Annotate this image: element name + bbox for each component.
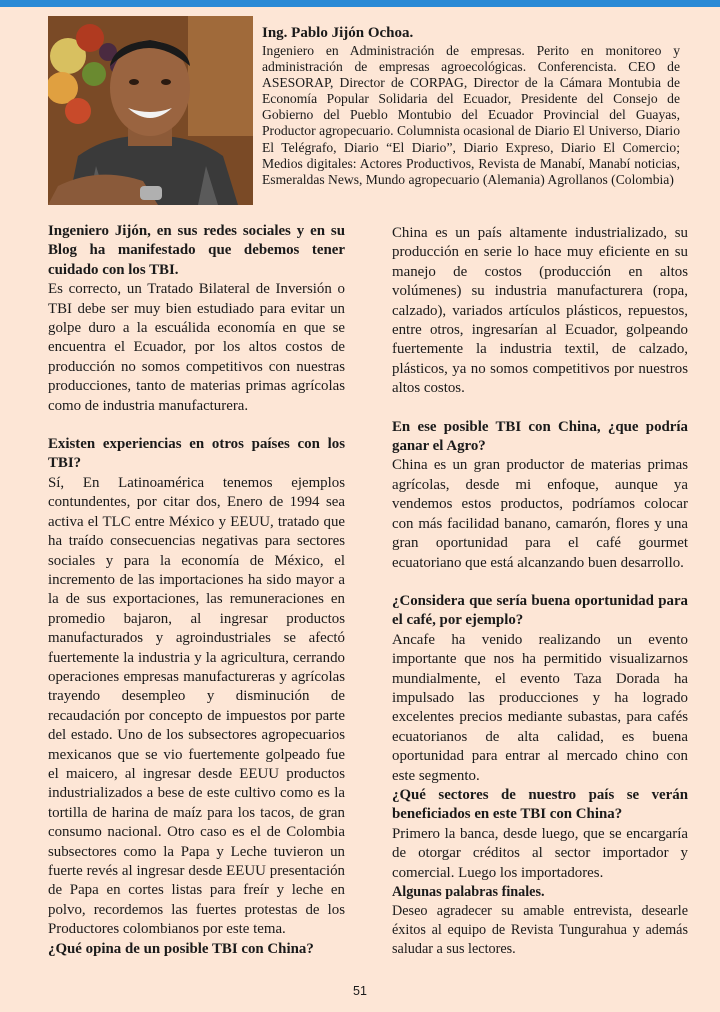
answer-1: Es correcto, un Tratado Bilateral de Inversión o TBI debe ser muy bien estudiado para evitar un golpe duro a la escuálida economía en que se encuentra el Ecuador, por los altos costos de producción no somos competitivos con nuestras producciones, tanto de materias primas agrícolas como de industria manufacturera. xyxy=(48,281,345,414)
answer-3: China es un país altamente industrializado, su producción en serie lo hace muy eficiente en su manejo de costos (producción en altos volúmenes) su industria manufacturera (ropa, calzado), variados artículos plásticos, repuestos, entre otros, ingresarían al Ecuador, golpeando fuertemente la industria textil, de calzado, plásticos, ya no somos competitivos por nuestros altos costos. xyxy=(392,225,688,397)
question-6: ¿Qué sectores de nuestro país se verán beneficiados en este TBI con China? xyxy=(392,786,688,823)
answer-7: Deseo agradecer su amable entrevista, desearle éxitos al equipo de Revista Tungurahua y además saludar a sus lectores. xyxy=(392,903,688,957)
answer-6: Primero la banca, desde luego, que se encargaría de otorgar créditos al sector importador y comercial. Luego los importadores. xyxy=(392,825,688,881)
question-3: ¿Qué opina de un posible TBI con China? xyxy=(48,940,314,957)
answer-5: Ancafe ha venido realizando un evento importante que nos ha permitido visualizarnos mundialmente, el evento Taza Dorada ha impulsado las producciones y ha logrado excelentes precios mediante subastas, para cafés ecuatorianos de alta calidad, es buena oportunidad para entrar al mercado chino con este segmento. xyxy=(392,631,688,784)
left-column xyxy=(48,222,345,959)
question-2: Existen experiencias en otros países con los TBI? xyxy=(48,436,345,472)
author-bio-text: Ingeniero en Administración de empresas. Perito en monitoreo y administración de empresas agroecológicas. Conferencista. CEO de ASESORAP, Director de CORPAG, Director de la Cámara Montubia de Economía Popular Solidaria del Ecuador, Presidente del Consejo de Gobierno del Pueblo Montubio del Ecuador Provincial del Guayas, Productor agropecuario. Columnista ocasional de Diario El Universo, Diario El Telégrafo, Diario “El Diario”, Diario Expreso, Diario El Comercio; Medios digitales: Actores Productivos, Revista de Manabí, Manabí noticias, Esmeraldas News, Mundo agropecuario (Alemania) Agrollanos (Colombia) xyxy=(262,43,680,187)
question-5: ¿Considera que sería buena oportunidad para el café, por ejemplo? xyxy=(392,592,688,629)
question-1: Ingeniero Jijón, en sus redes sociales y en su Blog ha manifestado que debemos tener cuidado con los TBI. xyxy=(48,223,345,278)
spacer xyxy=(48,416,345,435)
author-name: Ing. Pablo Jijón Ochoa. xyxy=(262,25,414,41)
answer-4: China es un gran productor de materias primas agrícolas, desde mi enfoque, aunque ya vendemos estos productos, podríamos colocar con más facilidad banano, camarón, flores y una gran oportunidad para el café gourmet ecuatoriano que está alcanzando buen desarrollo. xyxy=(392,457,688,571)
right-column xyxy=(392,224,688,958)
question-4: En ese posible TBI con China, ¿que podría ganar el Agro? xyxy=(392,418,688,455)
spacer xyxy=(392,399,688,418)
author-photo xyxy=(48,16,253,205)
answer-2: Sí, En Latinoamérica tenemos ejemplos contundentes, por citar dos, Enero de 1994 sea activa el TLC entre México y EEUU, tratado que ha traído consecuencias negativas para sectores sociales y para la economía de México, el incremento de las importaciones ha sido mayor a la de sus exportaciones, las remuneraciones en promedio bajaron, al ingresar productos manufacturados y agroindustriales se afectó fuertemente la industria y la agricultura, cerrando operaciones empresas manufactureras y agrícolas trayendo desempleo y disminución de recaudación por concepto de impuestos por parte del estado. Uno de los subsectores agropecuarios mexicanos que se vio fuertemente golpeado fue el maicero, al ingresar desde EEUU productos industrializados a bese de este cultivo como es la tortilla de harina de maíz para los tacos, de gran consumo nacional. Otro caso es el de Colombia subsectores como la Papa y Leche tuvieron un fuerte revés al ingresar desde EEUU presentación de Papa en cortes listas para freír y leche en polvo, recordemos las fuertes protestas de los Productores colombianos por este tema. xyxy=(48,474,345,938)
author-bio xyxy=(262,24,680,188)
spacer xyxy=(392,573,688,592)
page-number: 51 xyxy=(353,984,367,998)
top-accent-bar xyxy=(0,0,720,7)
question-7: Algunas palabras finales. xyxy=(392,884,545,900)
